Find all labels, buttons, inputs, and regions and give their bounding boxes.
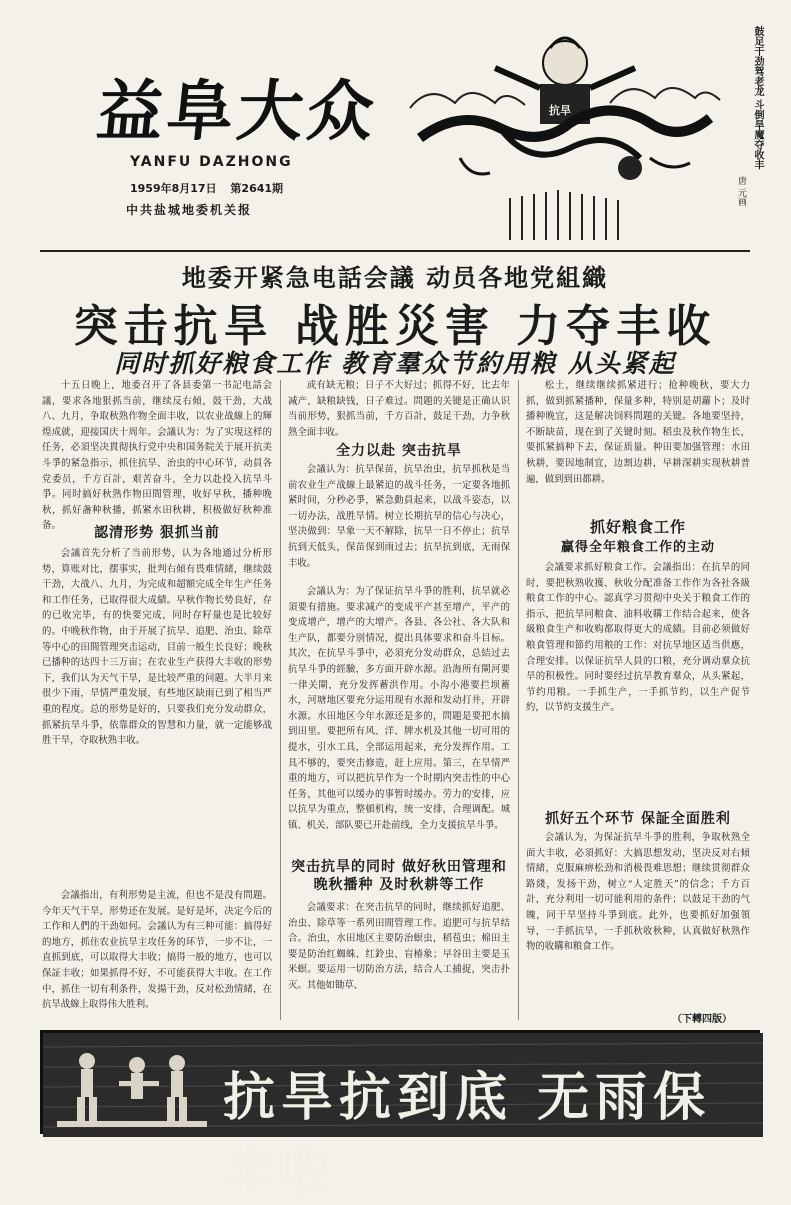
poem-text: 鼓足干劲驾老龙 斗倒旱魔夺收丰 xyxy=(752,26,763,170)
col1-intro xyxy=(42,378,272,532)
section2-heading: 全力以赴 突击抗旱 xyxy=(336,443,462,459)
masthead xyxy=(40,18,763,248)
divider-2 xyxy=(518,380,519,1020)
col2-section3 xyxy=(288,900,510,1022)
newspaper-logo: 益阜大众 xyxy=(93,72,382,150)
col3-section4-text: 会議要求抓好粮食工作。会議指出：在抗旱的同时，要把秋熟收獲、秋收分配准备工作作为各社各級粮食工作的中心。認真学习贯彻中央关于粮食工作的指示，把抗旱同粮食、油料收購工作结合起来，使各級粮食生产和收购都取得更大的成績。目前必须做好粮食管理和節约用粮的工作：对抗旱地区适当供應，合理安排。以保证抗旱人員的口粮，充分调动羣众抗旱的积极性。同时要经过抗旱教育羣众，从头紧起，节约用粮。一手抓生产，一手抓节約，以生产促节約，以节約支援生产。 xyxy=(526,562,750,714)
dateline xyxy=(130,180,293,196)
headline-sub: 同时抓好粮食工作 教育羣众节約用粮 从头紧起 xyxy=(114,349,676,378)
farmers-figures xyxy=(57,1041,207,1129)
poem-box xyxy=(720,26,764,226)
col2-section2-cont xyxy=(288,584,510,854)
section1-heading: 認清形势 狠抓当前 xyxy=(94,525,220,541)
slogan-banner xyxy=(40,1030,760,1203)
continued-note: （下轉四版） xyxy=(672,1014,732,1025)
col2-section2-text2: 会議认为：为了保证抗旱斗爭的胜利，抗旱就必須要有措施。要求减产的变成平产甚至增产，平产的变成增产，增产的大增产。各县、各公社、各大队和生产队，都要分别情况，提出具体要求和奋斗目标。其次，在抗旱斗爭中，必須充分发动群众，总結过去抗旱斗爭的經驗，多方面开辟水源。沿海所有閘河要一律关閘，充分发挥蓄洪作用。小沟小港要拦坝蓄水，河塘地区要充分运用现有水源和发动打井，开辟水源。水田地区今年水源还是多的，問題是要把水搞到田里。要把所有风、洋、牌水机及其他一切可用的提水，引水工具，全部运用起来，充分发挥作用。工具不够的，要突击修造，赶上应用。第三，在旱情严重的地方，可以把抗旱作为一个时期内突击性的中心任务，其他可以缓办的事暂时缓办。劳力的安排，应以抗旱为重点，整頓机构，统一安排，合理调配。城镇、机关、部队要已开赴前线，全力支援抗旱斗爭。 xyxy=(288,586,510,831)
headline-main: 突击抗旱 战胜災害 力夺丰收 xyxy=(73,301,717,352)
illustration-caption: 抗旱 xyxy=(549,104,571,117)
issue-number: 第2641期 xyxy=(230,182,284,195)
artist-credit: 唐 元画 xyxy=(736,176,746,206)
col1-section1-cont xyxy=(42,888,272,1022)
divider-1 xyxy=(280,380,281,1020)
top-rule xyxy=(40,250,750,252)
col1-intro-text: 十五日晚上，地委召开了各县委第一书記电話会議，要求各地狠抓当前，继续反右傾，鼓干劲，大战八、九月，争取秋熟作物全面丰收，以农业战線上的輝煌成就，迎接国庆十周年。会議认为：为了实現这样的任务，必須坚决貫彻执行党中央和国务院关于展开抗美斗爭的紧急指示，抓住抗旱、治虫的中心环节，动員各党委员，千方百計，艰苦奋斗，全力以赴投入抗旱斗爭。同时搞好秋熟作物田間管理，收好早秋，播种晚秋，抓好盏种秋播，抓紧水田秋耕，积极做好秋种准备。 xyxy=(42,380,272,532)
col2-section3-text: 会議要求：在突击抗旱的同时，继续抓好追肥、治虫、除草等一系列田間管理工作。追肥可与抗旱结合。治虫，水田地区主要防治螟虫，稻苞虫；棉田主要是防治红蜘蛛、红鈴虫、盲椿象；早谷田主要是玉米螟。要运用一切防治方法，结合人工捕捉，突击扑灭。其他如锄草、 xyxy=(288,902,510,991)
banner-slogan: 抗旱抗到底 无雨保丰收 xyxy=(223,1068,712,1203)
col1-section1-text2: 会議指出，有利形势是主流，但也不是没有問題。今年天气干旱，形势还在发展。是好是坏，决定今后的工作和人們的干劲如何。会議认为有三种可能：搞得好的地方，抓住农业抗旱主攻任务的环节，一步不让，一直抓到底，可以取得大丰收；搞得一般的地方，也可以保証丰收；如果抓得不好，不可能获得大丰收。在工作中，抓住一切有利条件，发揚干劲，反对松劲情緒，在抗旱战線上取得伟大胜利。 xyxy=(42,890,272,1011)
col2-intro-text: 或有缺无粮；日子不大好过；抓得不好，比去年减产，缺粮缺钱，日子难过。問題的关键是正确认识当前形势，狠抓当前，千方百計，鼓足干劲，力争秋熟全面丰收。 xyxy=(288,380,510,438)
col3-section4 xyxy=(526,560,750,802)
headline-kicker: 地委开紧急电話会議 动员各地党組織 xyxy=(181,264,609,292)
col2-section2-text: 会議认为：抗旱保苗，抗旱治虫，抗旱抓秋是当前农业生产战線上最紧迫的战斗任务，一定要各地抓紧时间，分秒必爭，紧急動員起来，以战斗姿态，以一切办法，战胜旱情。树立长期抗旱的信心与决心，坚决做到：旱象一天不解除，抗旱一日不停止；抗旱抗到天低头，保苗保到雨过去；抗旱抗到底，无雨保丰收。 xyxy=(288,464,510,569)
col2-intro xyxy=(288,378,510,448)
section4-subheading: 贏得全年粮食工作的主动 xyxy=(560,540,715,555)
newspaper-pinyin: YANFU DAZHONG xyxy=(130,154,293,170)
section4-heading: 抓好粮食工作 xyxy=(589,518,686,536)
section5-heading: 抓好五个环节 保証全面胜利 xyxy=(545,811,731,827)
col3-intro-text: 松土，继续继续抓紧进行；抢种晚秋，要大力抓，做到抓紧播种，保量多种，特别是胡蘿卜；及时播种晚宜，这是解决饲料問題的关键。各地要坚持，不断缺苗，现在到了关键时刻。稻虫及秋作物生长，要抓紧搞种下去，保证质量。种田要加强管理：水田秋耕，要因地制宜，边割边耕，早耕深耕实现秋耕普遍，做到到田都耕。 xyxy=(526,380,750,485)
issue-date: 1959年8月17日 xyxy=(130,182,217,195)
col3-section5-text: 会議认为，为保証抗旱斗爭的胜利，争取秋熟全面大丰收，必須抓好：大搞思想发动，坚决反对右傾情緒，克服麻痹松劲和消极畏难思想；继续贯彻群众路綫，发扬干劲，树立“人定胜天”的信念；千方百計，充分利用一切可能利用的条件；以鼓足干劲的气魄，同干旱坚持斗爭到底。此外，也要抓好加强領导，一手抓抗旱，一手抓秋收秋种，认真做好秋熟作物的收購和粮食工作。 xyxy=(526,832,750,953)
publisher: 中共盐城地委机关报 xyxy=(126,203,253,217)
col3-section5 xyxy=(526,830,750,1008)
col2-section2 xyxy=(288,462,510,582)
col3-intro xyxy=(526,378,750,508)
col1-section1-text: 会議首先分析了当前形势，认为各地通过分析形势，算账对比，摆事实，批判右傾有畏难情緒，继续鼓干劲，大战八、九月，为完成和超額完成全年生产任务和工作任务，已取得很大成績。早秋作物长势良好，存的已收完毕，有的快要完成，同时存籽量也是比较好的。中晚秋作物，由于开展了抗旱、追肥、治虫、除草等中心的田間管理突击运动，目前一般生长良好；晚秋已播种的达四十三万亩；在农业生产获得大丰收的形势下，我们认为天气干旱，是比较严重的问题。大半月来很少下雨，旱情严重发展，有些地区缺雨已到了相当严重的程度。总的形势是好的，只要我们充分发动群众，抓紧抗旱斗爭，依靠群众的智慧和力量，就一定能够战胜干旱，夺取秋熟丰收。 xyxy=(42,548,272,747)
section3-heading: 突击抗旱的同时 做好秋田管理和 晚秋播种 及时秋耕等工作 xyxy=(291,859,507,893)
col1-section1 xyxy=(42,546,272,886)
dragon-illustration xyxy=(400,18,728,243)
